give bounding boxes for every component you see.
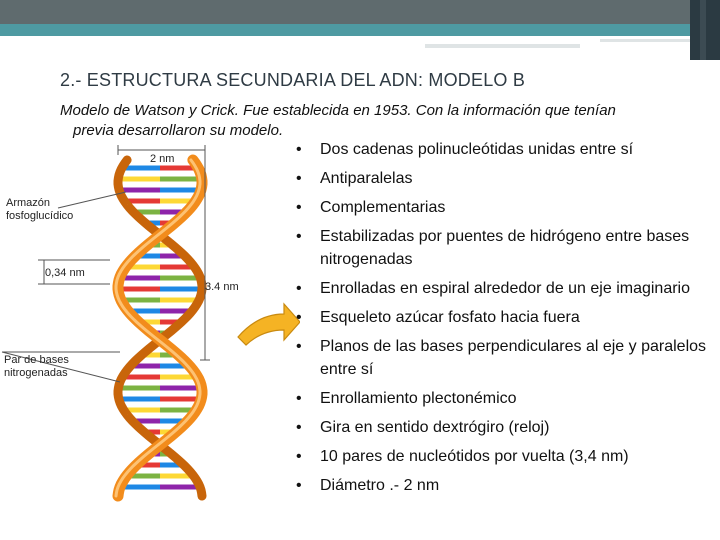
bullet-dot-icon: • — [296, 390, 302, 407]
dna-double-helix-figure — [0, 142, 300, 502]
list-item — [296, 416, 706, 439]
bullet-dot-icon: • — [296, 419, 302, 436]
list-item — [296, 474, 706, 497]
bullet-dot-icon: • — [296, 338, 302, 355]
rise-label: 0,34 nm — [45, 267, 85, 279]
slide-subtitle — [60, 101, 680, 141]
pitch-label: 3.4 nm — [205, 281, 239, 293]
bullet-dot-icon: • — [296, 228, 302, 245]
list-item-text: Enrollamiento plectonémico — [320, 390, 517, 407]
dna-helix-illustration — [0, 142, 300, 502]
bullet-dot-icon: • — [296, 199, 302, 216]
list-item-text: Diámetro .- 2 nm — [320, 477, 440, 494]
subtitle-line: Modelo de Watson y Crick. Fue establecida en 1953. Con la información que tenían — [60, 102, 616, 119]
list-item — [296, 167, 706, 190]
list-item — [296, 335, 706, 381]
rotation-arrow-shape — [238, 304, 300, 345]
list-item — [296, 387, 706, 410]
backbone-label-line: Armazón — [6, 197, 51, 209]
list-item — [296, 196, 706, 219]
list-item-text: Complementarias — [320, 199, 446, 216]
header-rule — [600, 39, 690, 42]
width-label: 2 nm — [150, 153, 175, 165]
list-item-text: Gira en sentido dextrógiro (reloj) — [320, 419, 550, 436]
backbone-label — [6, 197, 73, 223]
bullet-dot-icon: • — [296, 448, 302, 465]
header-rule — [425, 44, 580, 48]
base-pairs-label-line: nitrogenadas — [4, 367, 68, 379]
list-item-text: Dos cadenas polinucleótidas unidas entre sí — [320, 141, 634, 158]
list-item — [296, 225, 706, 271]
header-corner-stripe — [700, 0, 706, 60]
bullet-dot-icon: • — [296, 170, 302, 187]
list-item-text: Enrolladas en espiral alrededor de un eje imaginario — [320, 280, 691, 297]
characteristics-list — [296, 138, 706, 503]
slide-title: 2.- ESTRUCTURA SECUNDARIA DEL ADN: MODELO B — [60, 70, 526, 90]
list-item-text: Esqueleto azúcar fosfato hacia fuera — [320, 309, 580, 326]
list-item-text: Estabilizadas por puentes de hidrógeno entre bases nitrogenadas — [320, 228, 690, 268]
bullet-dot-icon: • — [296, 477, 302, 494]
list-item — [296, 277, 706, 300]
curved-arrow-icon — [238, 304, 300, 345]
base-pairs-label-line: Par de bases — [4, 354, 69, 366]
bullet-dot-icon: • — [296, 280, 302, 297]
list-item — [296, 138, 706, 161]
list-item-text: Planos de las bases perpendiculares al eje y paralelos entre sí — [320, 338, 707, 378]
list-item — [296, 306, 706, 329]
bullet-dot-icon: • — [296, 141, 302, 158]
backbone-label-line: fosfoglucídico — [6, 210, 74, 222]
list-item-text: 10 pares de nucleótidos por vuelta (3,4 nm) — [320, 448, 629, 465]
list-item-text: Antiparalelas — [320, 170, 413, 187]
subtitle-line: previa desarrollaron su modelo. — [73, 122, 284, 139]
list-item — [296, 445, 706, 468]
bullet-dot-icon: • — [296, 309, 302, 326]
header-accent-bar — [0, 24, 690, 36]
header-bar — [0, 0, 720, 24]
base-pairs-label — [4, 354, 69, 380]
